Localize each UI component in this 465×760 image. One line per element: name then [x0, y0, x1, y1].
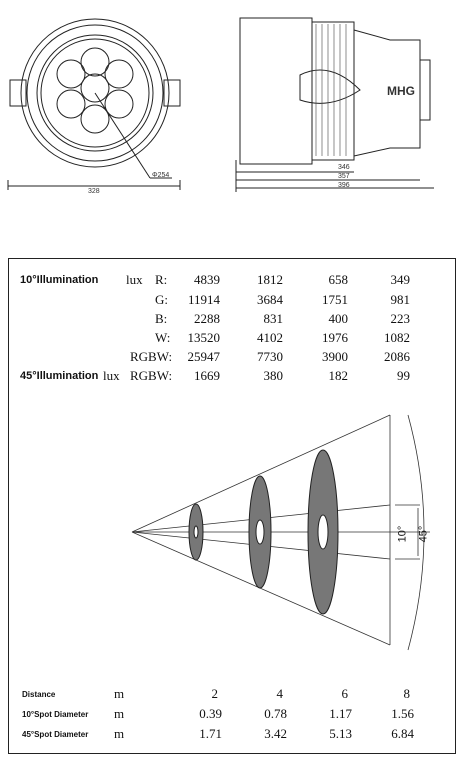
value: 7730	[257, 349, 283, 364]
row-label: 45°Spot Diameter	[22, 730, 89, 739]
side-dim-1: 346	[338, 164, 350, 171]
row-unit: m	[114, 726, 125, 741]
beam-diagram	[0, 395, 465, 665]
value: 4102	[257, 330, 283, 345]
side-dim-2: 357	[338, 173, 350, 180]
illum45-unit: lux	[103, 368, 120, 383]
value: 400	[328, 311, 348, 326]
row-label: B:	[155, 311, 168, 326]
illum45-value: 182	[328, 368, 348, 383]
cell: 5.13	[329, 726, 352, 741]
cell: 1.71	[199, 726, 222, 741]
angle-45-label: 45°	[417, 525, 430, 543]
value: 223	[390, 311, 410, 326]
row-label: 10°Spot Diameter	[22, 710, 89, 719]
row-label: RGBW:	[130, 349, 173, 364]
illum45-label: RGBW:	[130, 368, 173, 383]
value: 2086	[384, 349, 410, 364]
value: 3684	[257, 292, 283, 307]
value: 1082	[384, 330, 410, 345]
value: 2288	[194, 311, 220, 326]
cell: 1.56	[391, 706, 414, 721]
front-width-label: 328	[88, 188, 100, 195]
illum10-unit: lux	[126, 272, 143, 287]
row-unit: m	[114, 686, 125, 701]
value: 4839	[194, 272, 220, 287]
cell: 2	[211, 686, 218, 701]
diameter-label: Φ254	[152, 172, 170, 179]
cell: 0.39	[199, 706, 222, 721]
brand-logo: MHG	[387, 84, 415, 98]
illum45-value: 99	[397, 368, 410, 383]
value: 658	[328, 272, 348, 287]
cell: 8	[403, 686, 410, 701]
value: 1751	[322, 292, 348, 307]
cell: 0.78	[264, 706, 287, 721]
technical-drawing	[0, 0, 465, 200]
value: 11914	[187, 292, 220, 307]
side-dim-3: 396	[338, 182, 350, 189]
value: 831	[263, 311, 283, 326]
cell: 1.17	[329, 706, 352, 721]
illum10-title: 10°Illumination	[20, 274, 99, 286]
row-unit: m	[114, 706, 125, 721]
row-label: R:	[155, 272, 168, 287]
illum45-title: 45°Illumination	[20, 370, 99, 382]
cell: 6.84	[391, 726, 414, 741]
cell: 6	[341, 686, 348, 701]
row-label: W:	[155, 330, 171, 345]
angle-10-label: 10°	[396, 525, 409, 543]
cell: 3.42	[264, 726, 287, 741]
row-label: Distance	[22, 690, 56, 699]
illum45-value: 380	[263, 368, 283, 383]
value: 981	[390, 292, 410, 307]
value: 1976	[322, 330, 348, 345]
value: 3900	[322, 349, 348, 364]
value: 1812	[257, 272, 283, 287]
value: 13520	[187, 330, 220, 345]
row-label: G:	[155, 292, 168, 307]
value: 25947	[187, 349, 220, 364]
cell: 4	[276, 686, 283, 701]
illum45-value: 1669	[194, 368, 220, 383]
value: 349	[390, 272, 410, 287]
